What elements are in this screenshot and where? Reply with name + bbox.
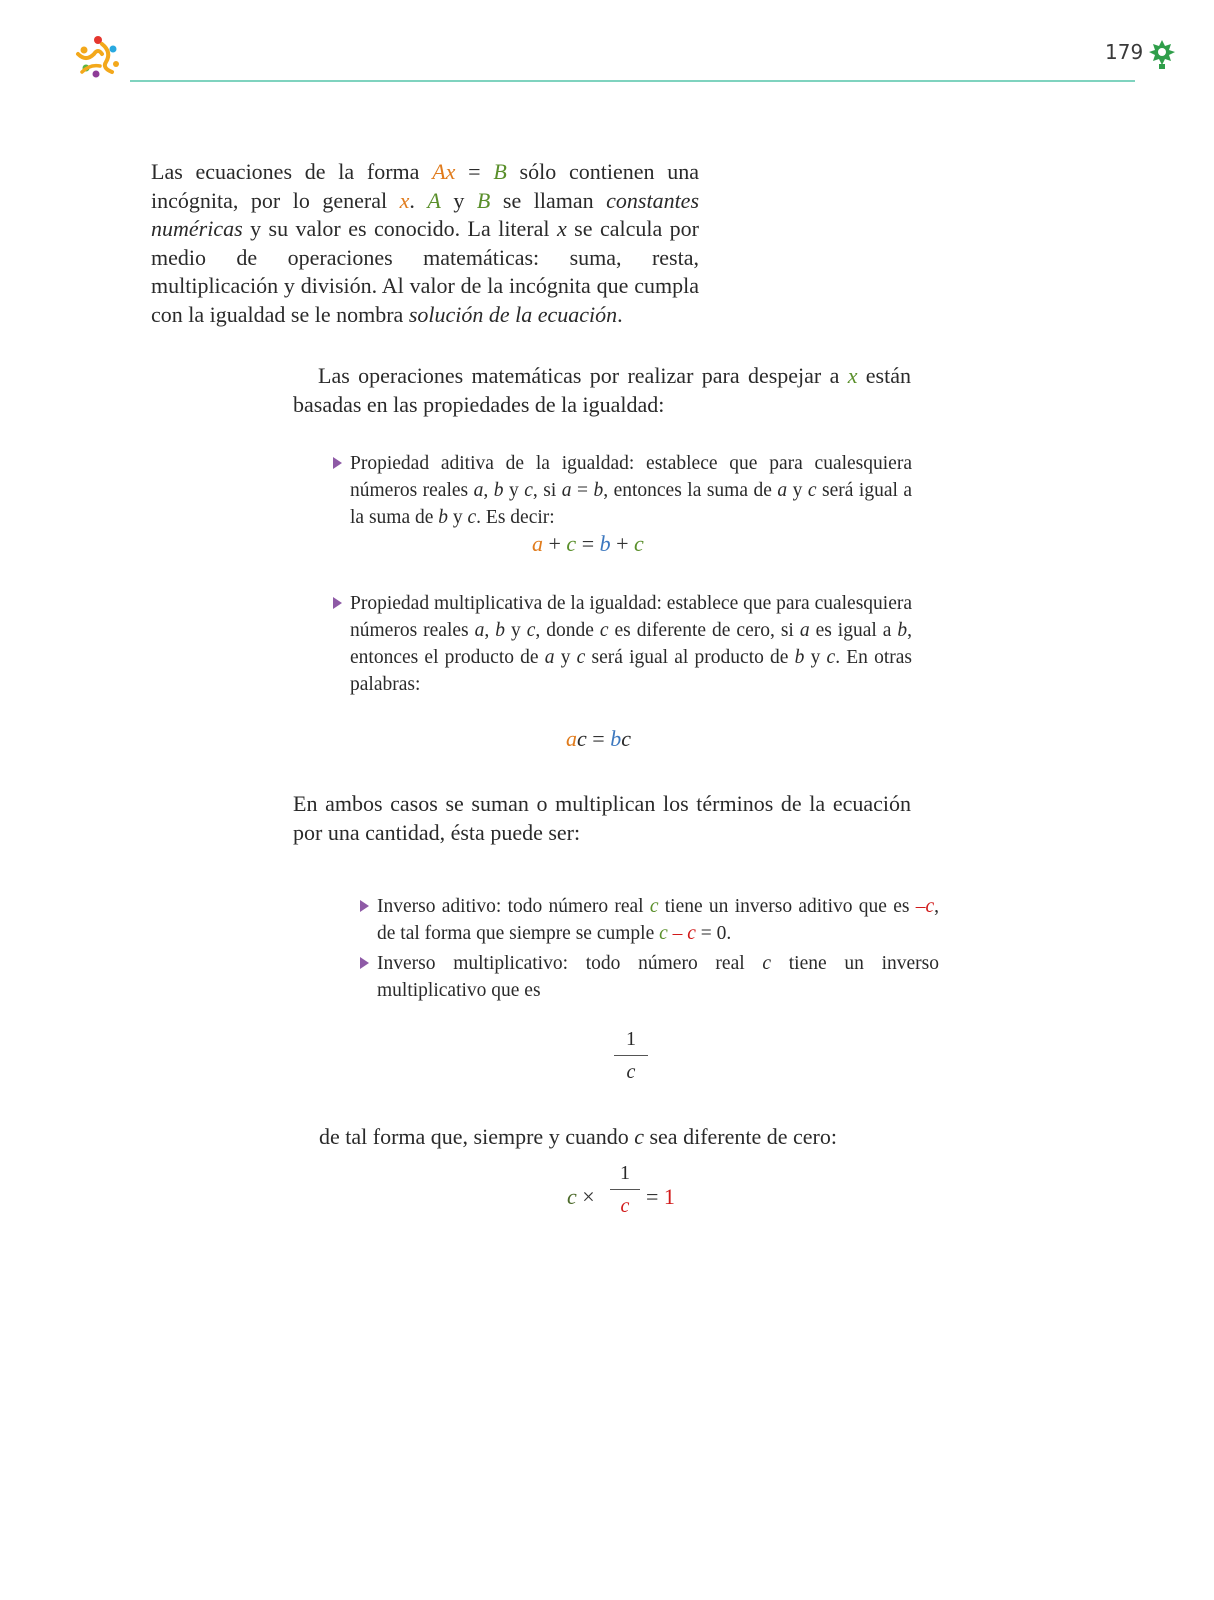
final-equation-fraction — [610, 1162, 640, 1218]
multiplicative-property-item: Propiedad multiplicativa de la igualdad: establece que para cualesquiera números reales a, b y c, donde c es diferente de cero, si a es igual a b, entonces el producto de a y c será igual al producto de b y c. En otras palabras: — [350, 590, 912, 698]
emblem-icon — [1148, 38, 1176, 70]
final-equation-left: c × — [567, 1184, 595, 1209]
operations-paragraph: Las operaciones matemáticas por realizar para despejar a x están basadas en las propiedades de la igualdad: — [293, 363, 911, 417]
fraction-bar — [614, 1055, 648, 1056]
final-equation-right: = 1 — [646, 1184, 675, 1209]
bullet-triangle-icon — [333, 597, 342, 609]
fraction-bar — [610, 1189, 640, 1190]
both-cases-paragraph: En ambos casos se suman o multiplican los términos de la ecuación por una cantidad, ésta puede ser: — [293, 791, 911, 845]
multiplicative-equation: ac = bc — [566, 726, 631, 751]
bullet-triangle-icon — [360, 900, 369, 912]
additive-equation: a + c = b + c — [532, 531, 644, 556]
fraction-numerator: 1 — [620, 1162, 630, 1184]
intro-paragraph: Las ecuaciones de la forma Ax = B sólo contienen una incógnita, por lo general x. A y B se llaman constantes numéricas y su valor es conocido. La literal x se calcula por medio de operaciones matemáticas: suma, resta, multiplicación y división. Al valor de la incógnita que cumpla con la igualdad se le nombra solución de la ecuación. — [151, 159, 700, 327]
logo-icon — [72, 32, 124, 84]
fraction-denominator: c — [620, 1195, 630, 1217]
page-number: 179 — [1105, 40, 1144, 64]
bullet-triangle-icon — [333, 457, 342, 469]
fraction-denominator: c — [626, 1061, 636, 1083]
final-paragraph: de tal forma que, siempre y cuando c sea diferente de cero: — [319, 1124, 837, 1149]
header-rule — [130, 80, 1135, 82]
reciprocal-fraction — [614, 1028, 648, 1084]
inverse-multiplicative-item: Inverso multiplicativo: todo número real c tiene un inverso multiplicativo que es — [377, 950, 939, 1004]
additive-property-item: Propiedad aditiva de la igualdad: establece que para cualesquiera números reales a, b y c, si a = b, entonces la suma de a y c será igual a la suma de b y c. Es decir: — [350, 450, 912, 531]
fraction-numerator: 1 — [626, 1028, 636, 1050]
inverse-additive-item: Inverso aditivo: todo número real c tiene un inverso aditivo que es –c, de tal forma que siempre se cumple c – c = 0. — [377, 893, 939, 947]
bullet-triangle-icon — [360, 957, 369, 969]
